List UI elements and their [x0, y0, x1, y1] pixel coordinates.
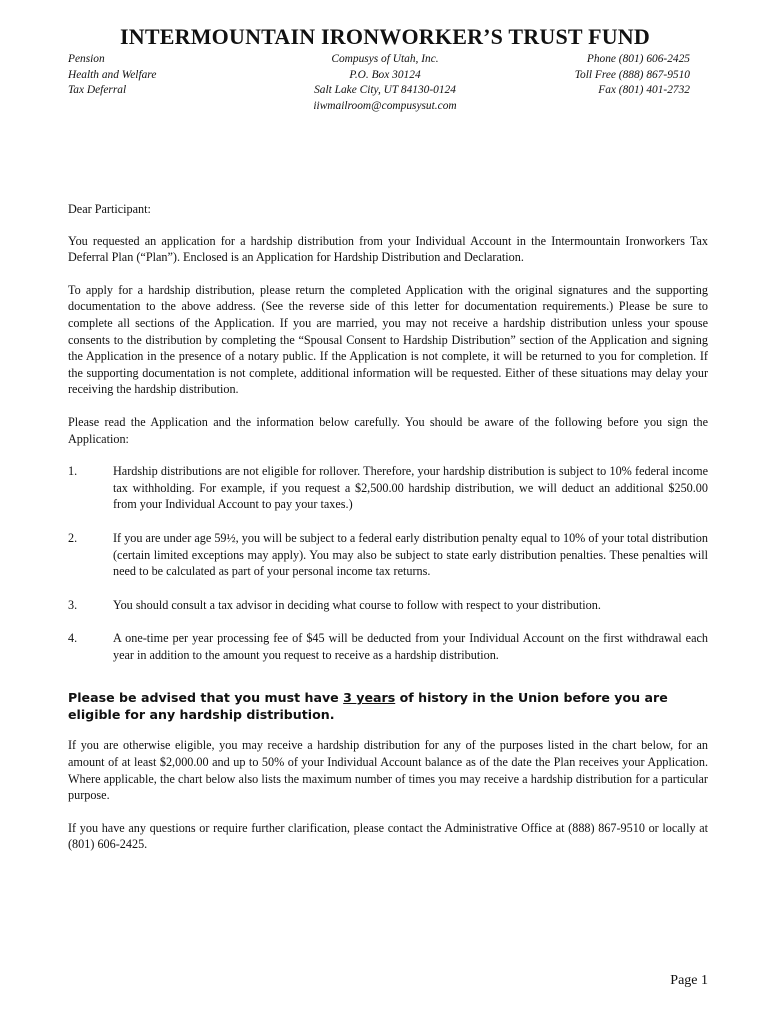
numbered-list — [68, 463, 708, 663]
eligibility-notice — [68, 689, 708, 723]
paragraph-request: You requested an application for a hardship distribution from your Individual Account in the Intermountain Ironworkers Tax Deferral Plan (“Plan”). Enclosed is an Application for Hardship Distribution and Declaration. — [68, 233, 708, 265]
contact-toll-free: Toll Free (888) 867-9510 — [574, 68, 690, 81]
page-title: INTERMOUNTAIN IRONWORKER’S TRUST FUND — [120, 24, 650, 49]
list-text: If you are under age 59½, you will be subject to a federal early distribution penalty equal to 10% of your total distribution (certain limited exceptions may apply). You may also be subject to state early distribution penalties. These penalties will need to be calculated as part of your personal income tax returns. — [113, 530, 708, 579]
paragraph-eligibility: If you are otherwise eligible, you may receive a hardship distribution for any of the purposes listed in the chart below, for an amount of at least $2,000.00 and up to 50% of your Individual Account balance as of the date the Plan receives your Application. Where applicable, the chart below also lists the maximum number of times you may receive a hardship distribution for a particular purpose. — [68, 738, 708, 803]
list-item — [68, 463, 708, 513]
contact-fax: Fax (801) 401-2732 — [598, 84, 690, 97]
fund-type-tax: Tax Deferral — [68, 84, 127, 97]
list-item — [68, 630, 708, 663]
notice-text-start: Please be advised that you must have — [68, 690, 344, 706]
letter-body — [68, 201, 708, 869]
list-number: 4. — [68, 631, 78, 646]
contact-numbers — [575, 52, 690, 99]
greeting: Dear Participant: — [68, 202, 151, 216]
list-item — [68, 597, 708, 614]
address-email: iiwmailroom@compusysut.com — [313, 99, 457, 112]
address-po-box: P.O. Box 30124 — [349, 68, 421, 81]
paragraph-contact: If you have any questions or require further clarification, please contact the Administrative Office at (888) 867-9510 or locally at (801) 606-2425. — [68, 820, 708, 852]
paragraph-instructions: To apply for a hardship distribution, please return the completed Application with the original signatures and the supporting documentation to the above address. (See the reverse side of this letter for documentation requirements.) Please be sure to complete all sections of the Application. If you are married, you may not receive a hardship distribution unless your spouse consents to the distribution by completing the “Spousal Consent to Hardship Distribution” section of the Application and signing the Application in the presence of a notary public. If the Application is not complete, it will be returned to you for completion. If the supporting documentation is not complete, additional information will be requested. Either of these situations may delay your receiving the hardship distribution. — [68, 282, 708, 397]
list-number: 2. — [68, 530, 78, 545]
list-number: 3. — [68, 597, 78, 612]
paragraph-read-carefully: Please read the Application and the information below carefully. You should be aware of the following before you sign the Application: — [68, 414, 708, 446]
address-city: Salt Lake City, UT 84130-0124 — [314, 84, 456, 97]
fund-types — [68, 52, 156, 99]
list-text: A one-time per year processing fee of $45 will be deducted from your Individual Account on the first withdrawal each year in addition to the amount you request to receive as a hardship distribution. — [113, 631, 708, 662]
fund-type-pension: Pension — [68, 53, 105, 65]
fund-type-health: Health and Welfare — [68, 68, 157, 81]
notice-text-end: of history in the Union before you are eligible for any hardship distribution. — [68, 690, 668, 723]
list-number: 1. — [68, 464, 78, 479]
notice-years: 3 years — [343, 690, 396, 706]
list-text: You should consult a tax advisor in deciding what course to follow with respect to your distribution. — [113, 597, 601, 612]
contact-phone: Phone (801) 606-2425 — [586, 53, 690, 65]
page-number: Page 1 — [670, 973, 708, 988]
list-item — [68, 530, 708, 580]
list-text: Hardship distributions are not eligible for rollover. Therefore, your hardship distribution is subject to 10% federal income tax withholding. For example, if you request a $2,500.00 hardship distribution, we will deduct an additional $250.00 from your Individual Account to pay your taxes.) — [113, 464, 708, 512]
address-company: Compusys of Utah, Inc. — [331, 53, 439, 65]
mailing-address — [250, 52, 520, 114]
